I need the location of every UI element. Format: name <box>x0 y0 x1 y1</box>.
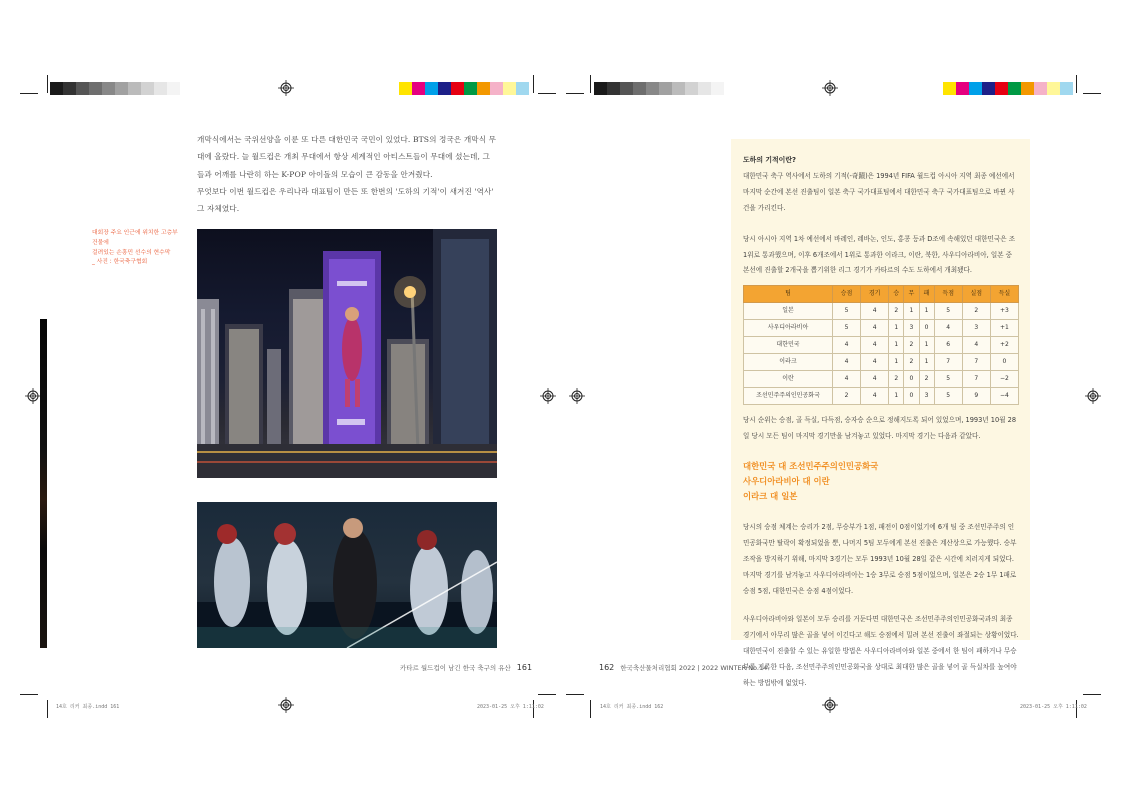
stat-cell: 2 <box>904 337 919 354</box>
stat-cell: 3 <box>962 320 990 337</box>
stat-cell: 4 <box>861 353 889 370</box>
stat-cell: 5 <box>833 320 861 337</box>
stat-cell: 5 <box>934 387 962 404</box>
stat-cell: 1 <box>904 303 919 320</box>
grayscale-bar-right <box>594 82 724 95</box>
stat-cell: 7 <box>962 370 990 387</box>
crop-mark <box>20 694 38 695</box>
column-header: 승점 <box>833 286 861 303</box>
crop-mark <box>538 93 556 94</box>
stat-cell: 4 <box>861 387 889 404</box>
info-box <box>731 139 1030 687</box>
paragraph: 개막식에서는 국위선양을 이룬 또 다른 대한민국 국민이 있었다. BTS의 정국은 개막식 무대에 올랐다. 늘 월드컵은 개최 무대에서 항상 세계적인 아티스트들이 무대에 섰는데, 그들과 어깨를 나란히 하는 K-POP 아이돌의 모습이 큰 감동을 안겨줬다. <box>197 135 497 179</box>
column-header: 경기 <box>861 286 889 303</box>
crop-mark <box>533 75 534 93</box>
crop-mark <box>590 700 591 718</box>
grayscale-bar-left <box>50 82 180 95</box>
slug-date: 2023-01-25 오후 1:11:02 <box>477 704 544 710</box>
paragraph: 당시 순위는 승점, 골 득실, 다득점, 승자승 순으로 정해지도록 되어 있었으며, 1993년 10월 28일 당시 모든 팀이 마지막 경기만을 남겨놓고 있었다. 마지막 경기는 다음과 같았다. <box>743 415 1017 440</box>
final-matches <box>743 459 1019 505</box>
crop-mark <box>47 700 48 718</box>
stat-cell: −2 <box>990 370 1018 387</box>
table-row <box>744 337 1019 354</box>
column-header: 팀 <box>744 286 833 303</box>
stat-cell: 0 <box>904 370 919 387</box>
right-folio <box>599 663 767 672</box>
registration-mark-icon <box>278 80 294 96</box>
table-row <box>744 370 1019 387</box>
photo-caption <box>92 229 182 268</box>
stat-cell: 1 <box>919 337 934 354</box>
stat-cell: 4 <box>833 370 861 387</box>
table-row <box>744 387 1019 404</box>
folio-text: 카타르 월드컵이 남긴 한국 축구의 유산 <box>400 664 511 672</box>
registration-mark-icon <box>822 697 838 713</box>
column-header: 무 <box>904 286 919 303</box>
slug-file: 14호 리커 최종.indd 162 <box>600 704 664 710</box>
registration-mark-icon <box>25 388 41 404</box>
stat-cell: 7 <box>962 353 990 370</box>
paragraph: 무엇보다 이번 월드컵은 우리나라 대표팀이 만든 또 한번의 '도하의 기적'이 새겨진 '역사' 그 자체였다. <box>197 186 494 214</box>
left-page-body <box>197 131 497 217</box>
stat-cell: 1 <box>889 387 904 404</box>
table-header-row <box>744 286 1019 303</box>
stat-cell: 2 <box>833 387 861 404</box>
stat-cell: 2 <box>919 370 934 387</box>
stat-cell: 4 <box>962 337 990 354</box>
crop-mark <box>566 93 584 94</box>
stat-cell: 4 <box>861 337 889 354</box>
column-header: 실점 <box>962 286 990 303</box>
stat-cell: 6 <box>934 337 962 354</box>
paragraph: 사우디아라비아와 일본이 모두 승리를 거둔다면 대한민국은 조선민주주의인민공화국과의 최종 경기에서 아무리 많은 골을 넣어 이긴다고 해도 승점에서 밀려 본선 진출이 좌절되는 상황이었다. 대한민국이 진출할 수 있는 유일한 방법은 사우디아라비아와 일본 중에서 한 팀이 패하거나 무승부를 기록한 다음, 조선민주주의인민공화국을 상대로 최대한 많은 골을 넣어 골 득실차를 높여야 하는 방법밖에 없었다. <box>743 614 1019 687</box>
box-title: 도하의 기적이란? <box>743 156 796 164</box>
stat-cell: 4 <box>833 353 861 370</box>
stat-cell: 7 <box>934 353 962 370</box>
stat-cell: 4 <box>861 370 889 387</box>
paragraph: 대한민국 축구 역사에서 도하의 기적(-奇蹟)은 1994년 FIFA 월드컵 아시아 지역 최종 예선에서 마지막 순간에 본선 진출팀이 일본 축구 국가대표팀에서 대한민국 축구 국가대표팀으로 바뀐 사건을 가리킨다. <box>743 171 1015 212</box>
table-row <box>744 353 1019 370</box>
column-header: 득실 <box>990 286 1018 303</box>
stat-cell: 3 <box>919 387 934 404</box>
stat-cell: 1 <box>889 320 904 337</box>
paragraph: 당시 아시아 지역 1차 예선에서 바레인, 레바논, 인도, 홍콩 등과 D조에 속해있던 대한민국은 조1위로 통과했으며, 이후 6개조에서 1위로 통과한 이라크, 이란, 북한, 사우디아라비아, 일본 중 본선에 진출할 2개국을 뽑기위한 리그 경기가 카타르의 수도 도하에서 개최됐다. <box>743 234 1016 275</box>
color-bar-left <box>399 82 529 95</box>
team-cell: 대한민국 <box>744 337 833 354</box>
caption-line: _ 사진 : 한국축구협회 <box>92 259 148 266</box>
doha-skyline-photo <box>197 229 497 478</box>
folio-text: 한국축산물처리협회 2022 | 2022 WINTER No.14 <box>620 664 768 672</box>
registration-mark-icon <box>822 80 838 96</box>
stat-cell: 0 <box>990 353 1018 370</box>
team-cell: 사우디아라비아 <box>744 320 833 337</box>
stat-cell: 4 <box>833 337 861 354</box>
caption-line: 대회장 주요 인근에 위치한 고층부 건물에 <box>92 230 178 246</box>
team-cell: 일본 <box>744 303 833 320</box>
stat-cell: 0 <box>919 320 934 337</box>
crop-mark <box>538 694 556 695</box>
match-line: 이라크 대 일본 <box>743 491 798 502</box>
opening-ceremony-photo <box>197 502 497 648</box>
stat-cell: 2 <box>962 303 990 320</box>
left-folio <box>400 663 532 672</box>
stat-cell: +3 <box>990 303 1018 320</box>
stat-cell: −4 <box>990 387 1018 404</box>
crop-mark <box>47 75 48 93</box>
paragraph: 당시의 승점 체계는 승리가 2점, 무승부가 1점, 패전이 0점이었기에 6개 팀 중 조선민주주의 인민공화국만 탈락이 확정되었을 뿐, 나머지 5팀 모두에게 본선 진출은 계산상으로 가능했다. 승부조작을 방지하기 위해, 마지막 3경기는 모두 1993년 10월 28일 같은 시간에 치러지게 되었다. 마지막 경기를 남겨놓고 사우디아라비아는 1승 3무로 승점 5점이었으며, 일본은 2승 1무 1패로 승점 5점, 대한민국은 승점 4점이었다. <box>743 523 1017 596</box>
page-number: 162 <box>599 663 615 672</box>
stat-cell: 1 <box>919 303 934 320</box>
crop-mark <box>566 694 584 695</box>
color-bar-right <box>943 82 1073 95</box>
stat-cell: 0 <box>904 387 919 404</box>
match-line: 대한민국 대 조선민주주의인민공화국 <box>743 460 879 471</box>
stat-cell: 4 <box>861 320 889 337</box>
registration-mark-icon <box>1085 388 1101 404</box>
stat-cell: +1 <box>990 320 1018 337</box>
column-header: 득점 <box>934 286 962 303</box>
stat-cell: 5 <box>833 303 861 320</box>
crop-mark <box>1076 75 1077 93</box>
table-row <box>744 320 1019 337</box>
stat-cell: 3 <box>904 320 919 337</box>
stat-cell: 1 <box>889 337 904 354</box>
crop-mark <box>1083 93 1101 94</box>
stat-cell: 9 <box>962 387 990 404</box>
crop-mark <box>20 93 38 94</box>
stat-cell: 4 <box>861 303 889 320</box>
crop-mark <box>590 75 591 93</box>
registration-mark-icon <box>540 388 556 404</box>
stat-cell: 2 <box>889 303 904 320</box>
slug-date: 2023-01-25 오후 1:11:02 <box>1020 704 1087 710</box>
column-header: 승 <box>889 286 904 303</box>
caption-line: 걸려있는 손흥민 선수의 현수막 <box>92 249 171 256</box>
team-cell: 조선민주주의인민공화국 <box>744 387 833 404</box>
column-header: 패 <box>919 286 934 303</box>
team-cell: 이란 <box>744 370 833 387</box>
table-row <box>744 303 1019 320</box>
slug-file: 14호 리커 최종.indd 161 <box>56 704 120 710</box>
adjacent-page-photo-edge <box>40 319 47 648</box>
stat-cell: 2 <box>889 370 904 387</box>
crop-mark <box>1083 694 1101 695</box>
registration-mark-icon <box>569 388 585 404</box>
stat-cell: 1 <box>919 353 934 370</box>
stat-cell: 5 <box>934 370 962 387</box>
page-number: 161 <box>516 663 533 672</box>
stat-cell: 2 <box>904 353 919 370</box>
stat-cell: 5 <box>934 303 962 320</box>
standings-table <box>743 285 1019 404</box>
registration-mark-icon <box>278 697 294 713</box>
match-line: 사우디아라비아 대 이란 <box>743 475 830 486</box>
stat-cell: 1 <box>889 353 904 370</box>
stat-cell: +2 <box>990 337 1018 354</box>
team-cell: 이라크 <box>744 353 833 370</box>
stat-cell: 4 <box>934 320 962 337</box>
